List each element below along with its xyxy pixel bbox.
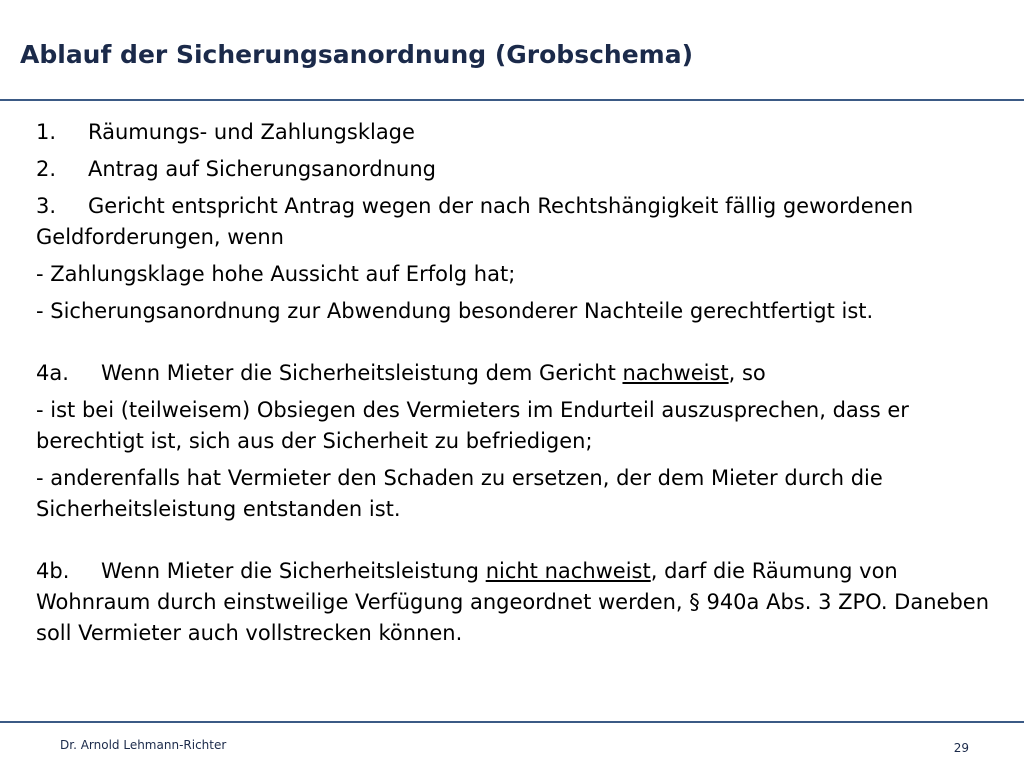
title-divider — [0, 99, 1024, 101]
list-number: 2. — [36, 157, 57, 181]
list-item-3 — [36, 191, 996, 253]
list-number: 1. — [36, 120, 57, 144]
list-text: Gericht entspricht Antrag wegen der nach Rechtshängigkeit fällig gewordenen Geldforderungen, wenn — [36, 194, 914, 249]
list-number: 3. — [36, 194, 57, 218]
list-text: Räumungs- und Zahlungsklage — [88, 120, 415, 144]
footer-author: Dr. Arnold Lehmann-Richter — [60, 738, 227, 752]
list-subitem: - anderenfalls hat Vermieter den Schaden zu ersetzen, der dem Mieter durch die Sicherheitsleistung entstanden ist. — [36, 466, 883, 521]
footer-divider — [0, 721, 1024, 723]
slide-title: Ablauf der Sicherungsanordnung (Grobschema) — [20, 40, 693, 69]
list-text: Wenn Mieter die Sicherheitsleistung — [101, 559, 486, 583]
page-number: 29 — [953, 741, 969, 755]
list-text: Wenn Mieter die Sicherheitsleistung dem Gericht — [101, 361, 623, 385]
list-text: , so — [728, 361, 766, 385]
list-item-2 — [36, 154, 996, 185]
list-item-4a — [36, 358, 996, 389]
list-subitem: - ist bei (teilweisem) Obsiegen des Vermieters im Endurteil auszusprechen, dass er berechtigt ist, sich aus der Sicherheit zu befriedigen; — [36, 398, 909, 453]
list-item-1 — [36, 117, 996, 148]
slide-content — [36, 117, 996, 655]
underlined-text: nicht nachweist — [485, 559, 651, 583]
list-text: , darf die Räumung von Wohnraum durch einstweilige Verfügung angeordnet werden, § 940a Abs. 3 ZPO. Daneben soll Vermieter auch vollstrecken können. — [36, 559, 990, 645]
list-item-4b — [36, 556, 996, 649]
list-subitem: - Sicherungsanordnung zur Abwendung besonderer Nachteile gerechtfertigt ist. — [36, 299, 874, 323]
list-number: 4b. — [36, 559, 70, 583]
list-text: Antrag auf Sicherungsanordnung — [88, 157, 437, 181]
underlined-text: nachweist — [622, 361, 729, 385]
list-number: 4a. — [36, 361, 69, 385]
list-subitem: - Zahlungsklage hohe Aussicht auf Erfolg hat; — [36, 262, 516, 286]
